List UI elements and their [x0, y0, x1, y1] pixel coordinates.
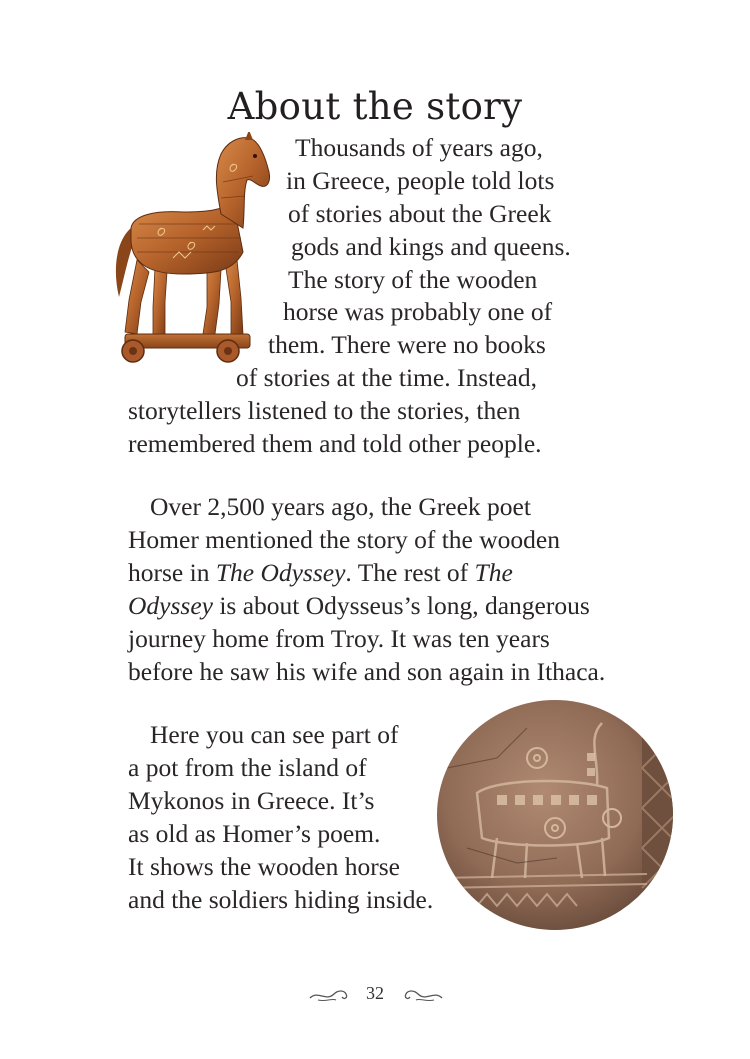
flourish-right-icon: [398, 986, 444, 1004]
paragraph1-line: of stories at the time. Instead,: [236, 363, 537, 392]
odyssey-title-part: Odyssey: [128, 591, 213, 620]
page-title: About the story: [227, 84, 523, 128]
wooden-horse-illustration: [103, 132, 273, 370]
mykonos-pot-photo: [437, 698, 677, 933]
paragraph2-line: Homer mentioned the story of the wooden: [128, 525, 560, 554]
odyssey-title: The Odyssey: [215, 558, 346, 587]
paragraph3-line: and the soldiers hiding inside.: [128, 885, 434, 914]
paragraph2-line: before he saw his wife and son again in Ithaca.: [128, 657, 606, 686]
paragraph3-line: a pot from the island of: [128, 753, 367, 782]
paragraph1-line: The story of the wooden: [288, 265, 538, 294]
paragraph1-line: of stories about the Greek: [288, 199, 552, 228]
paragraph1-line: in Greece, people told lots: [286, 166, 555, 195]
paragraph3-line: It shows the wooden horse: [128, 852, 400, 881]
page-number: 32: [366, 983, 384, 1003]
paragraph1-line: storytellers listened to the stories, then: [128, 396, 521, 425]
paragraph3-line: Here you can see part of: [150, 720, 399, 749]
paragraph2-line: Over 2,500 years ago, the Greek poet: [150, 492, 531, 521]
paragraph3-line: as old as Homer’s poem.: [128, 819, 381, 848]
paragraph1-line: Thousands of years ago,: [295, 133, 543, 162]
paragraph1-line: them. There were no books: [268, 330, 546, 359]
text-span: . The rest of: [345, 558, 475, 587]
flourish-left-icon: [308, 986, 354, 1004]
paragraph2-line: [128, 590, 590, 622]
odyssey-title-part: The: [474, 558, 513, 587]
paragraph2-line: journey home from Troy. It was ten years: [128, 624, 550, 653]
text-span: horse in: [128, 558, 216, 587]
paragraph1-line: remembered them and told other people.: [128, 429, 542, 458]
paragraph1-line: gods and kings and queens.: [291, 232, 571, 261]
text-span: is about Odysseus’s long, dangerous: [212, 591, 590, 620]
paragraph3-line: Mykonos in Greece. It’s: [128, 786, 375, 815]
paragraph2-line: [128, 557, 513, 589]
paragraph1-line: horse was probably one of: [283, 297, 553, 326]
